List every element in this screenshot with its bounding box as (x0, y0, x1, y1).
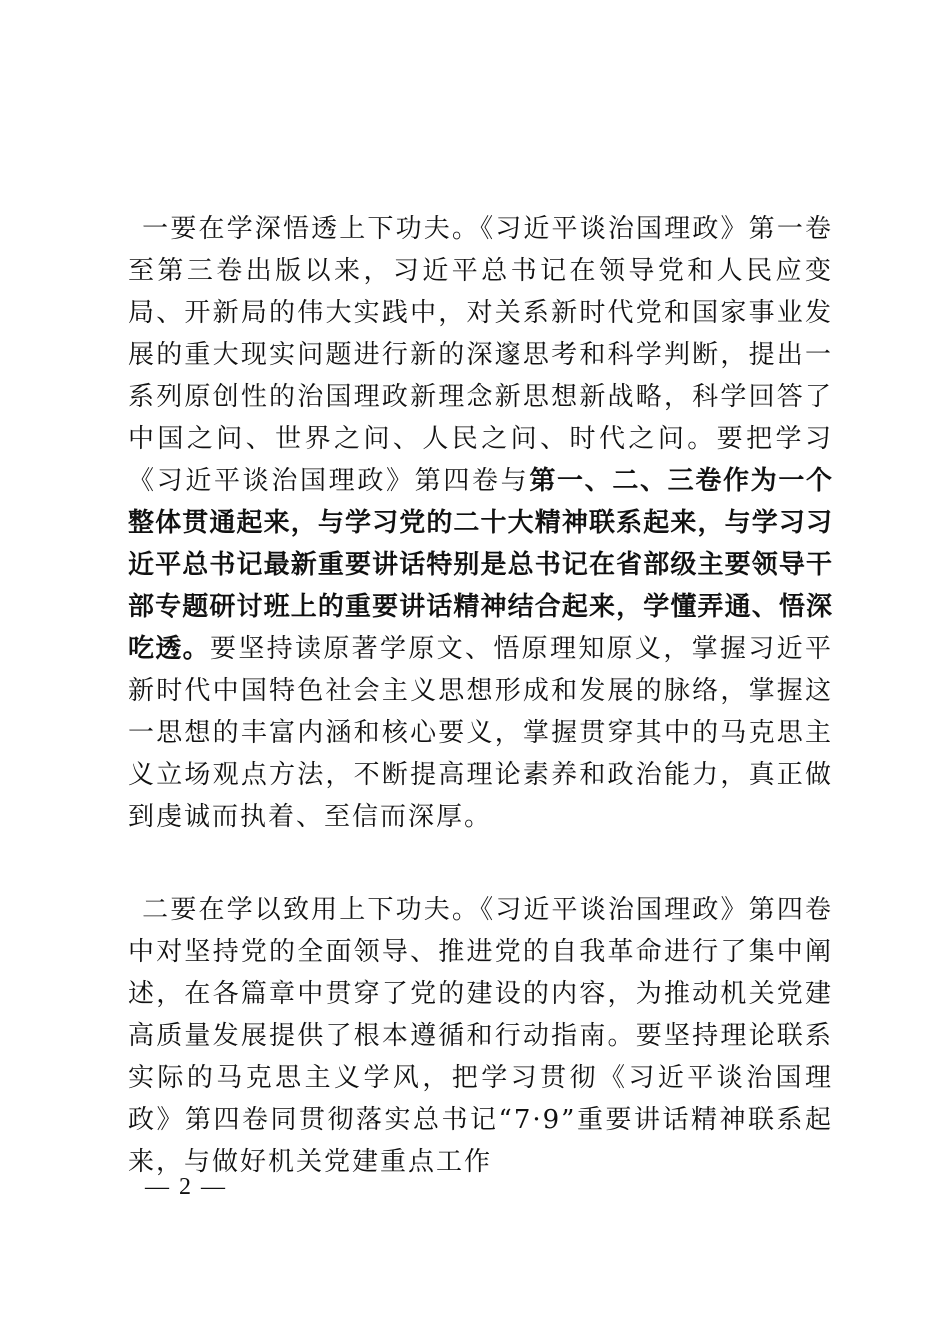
paragraph-1-bold-text: 第一、二、三卷作为一个整体贯通起来，与学习党的二十大精神联系起来，与学习习近平总书记最新重要讲话特别是总书记在省部级主要领导干部专题研讨班上的重要讲话精神结合起来，学懂弄通、悟深吃透。 (128, 466, 833, 664)
paragraph-1-text-end: 要坚持读原著学原文、悟原理知原义，掌握习近平新时代中国特色社会主义思想形成和发展的脉络，掌握这一思想的丰富内涵和核心要义，掌握贯穿其中的马克思主义立场观点方法，不断提高理论素养和政治能力，真正做到虔诚而执着、至信而深厚。 (128, 634, 833, 832)
paragraph-1-text-start: 一要在学深悟透上下功夫。《习近平谈治国理政》第一卷至第三卷出版以来，习近平总书记在领导党和人民应变局、开新局的伟大实践中，对关系新时代党和国家事业发展的重大现实问题进行新的深邃思考和科学判断，提出一系列原创性的治国理政新理念新思想新战略，科学回答了中国之问、世界之问、人民之问、时代之问。要把学习《习近平谈治国理政》第四卷与 (128, 214, 833, 496)
paragraph-1 (128, 208, 833, 838)
paragraph-2 (128, 889, 833, 1183)
paragraph-2-text: 二要在学以致用上下功夫。《习近平谈治国理政》第四卷中对坚持党的全面领导、推进党的自我革命进行了集中阐述，在各篇章中贯穿了党的建设的内容，为推动机关党建高质量发展提供了根本遵循和行动指南。要坚持理论联系实际的马克思主义学风，把学习贯彻《习近平谈治国理政》第四卷同贯彻落实总书记“7·9”重要讲话精神联系起来，与做好机关党建重点工作 (128, 895, 833, 1177)
page-number: — 2 — (145, 1174, 227, 1200)
